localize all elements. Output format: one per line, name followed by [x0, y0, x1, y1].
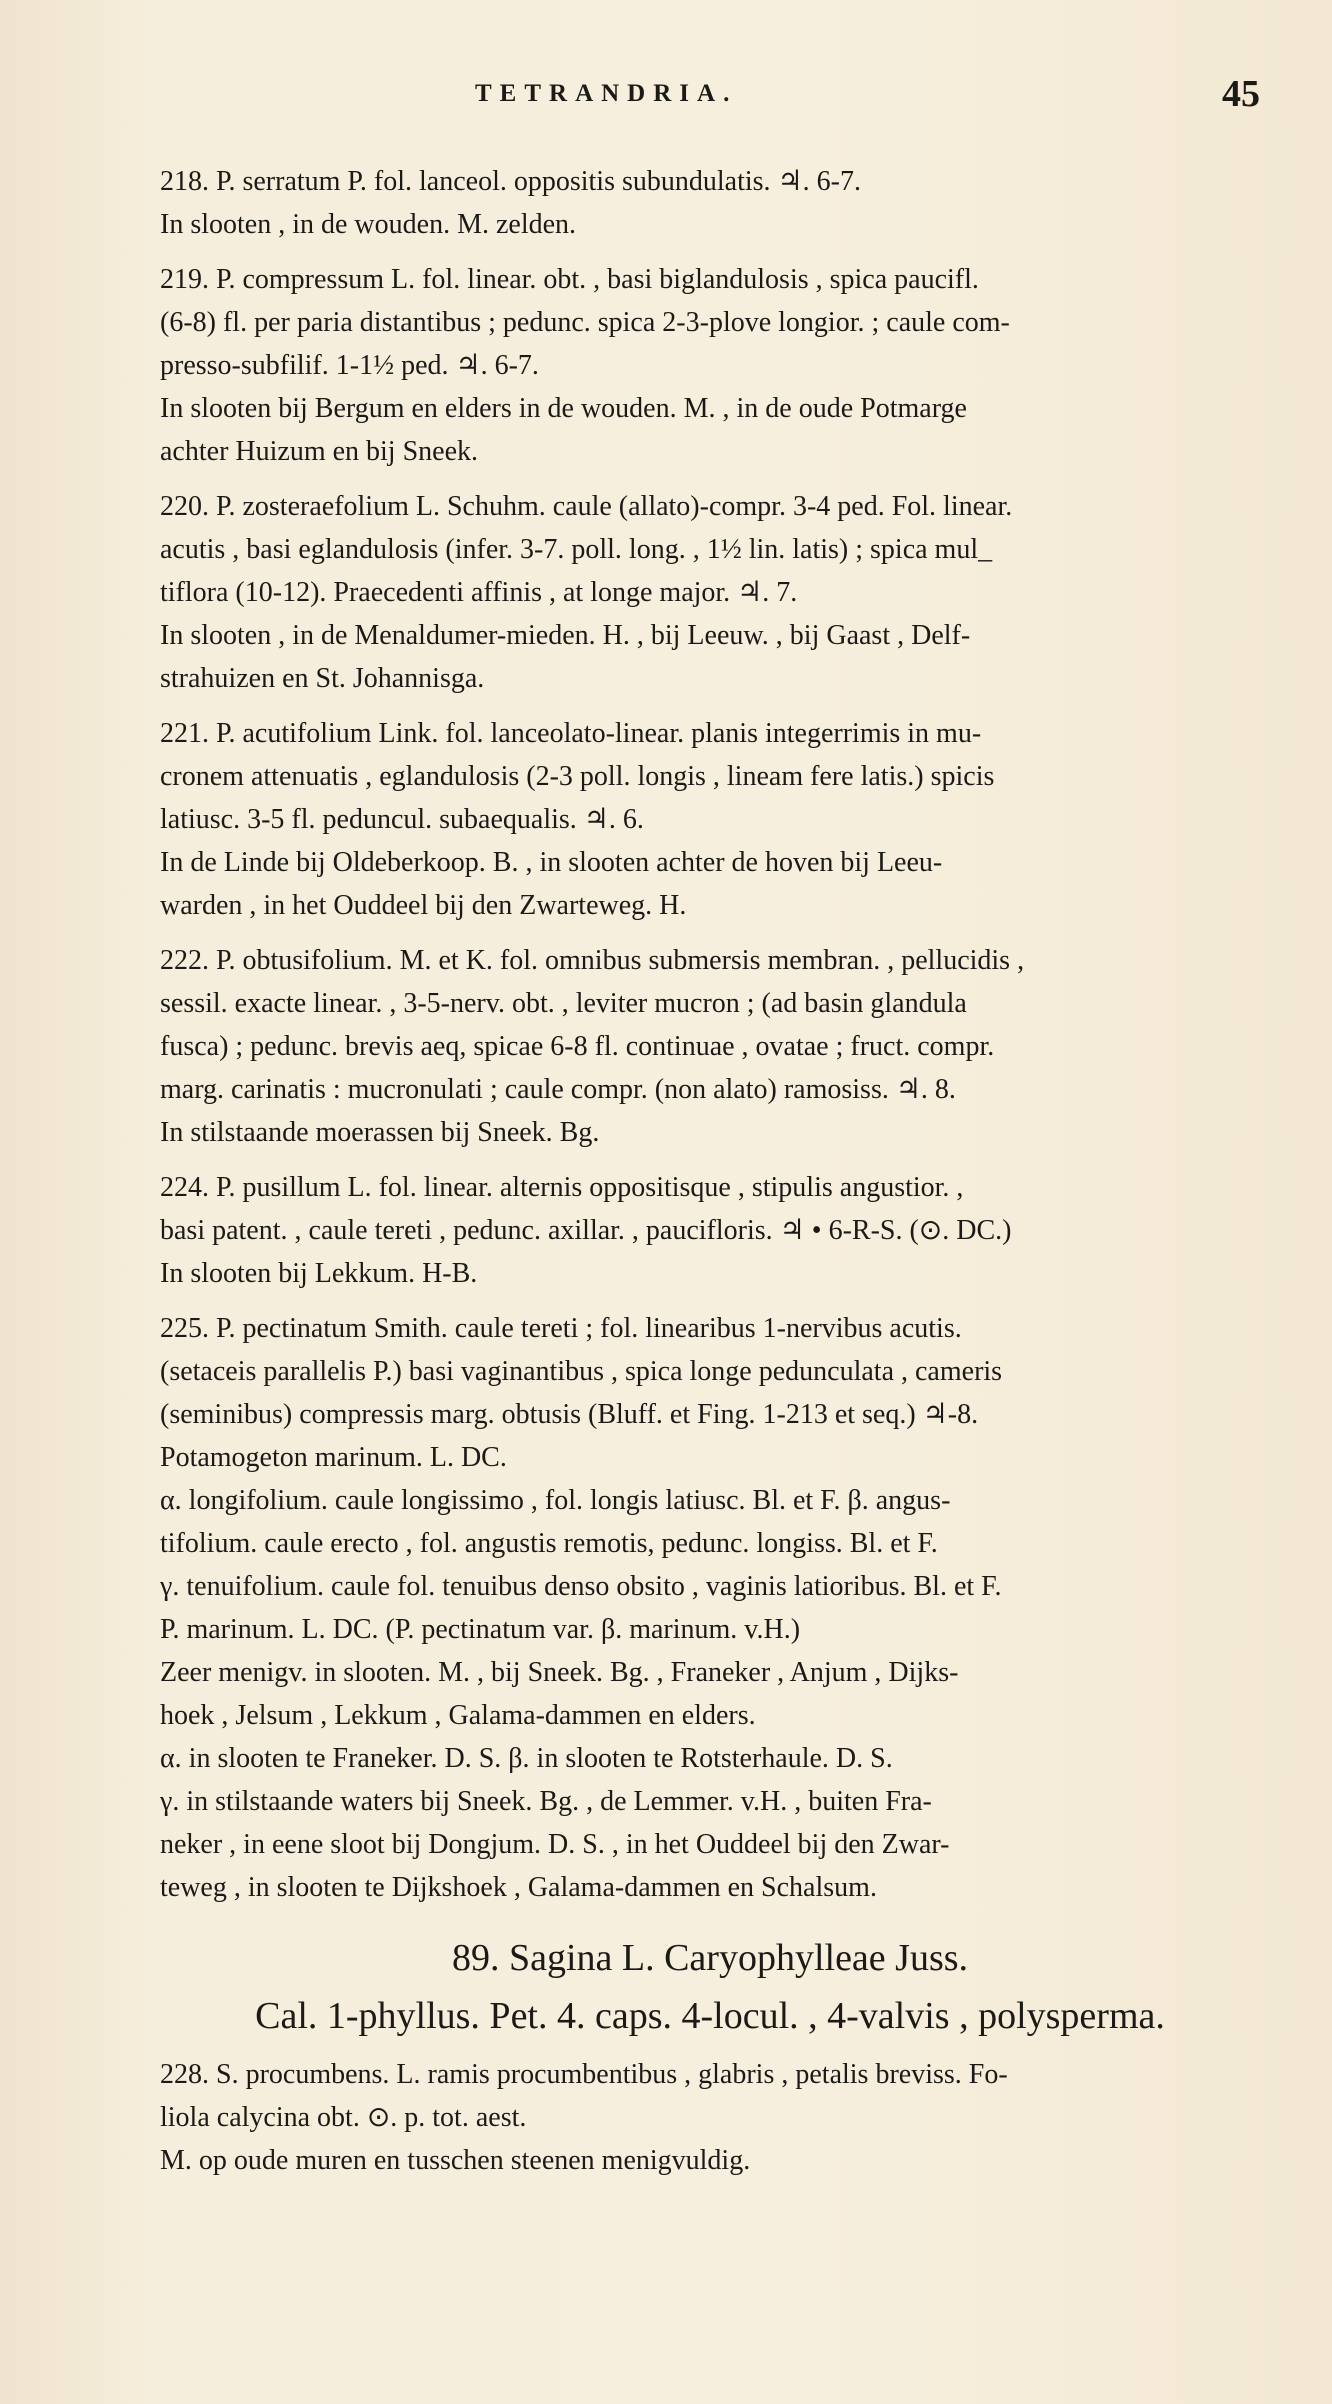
entry-line: (6-8) fl. per paria distantibus ; pedunc. spica 2-3-plove longior. ; caule com- — [160, 307, 1010, 338]
page-header — [160, 72, 1260, 132]
entry-line: cronem attenuatis , eglandulosis (2-3 poll. longis , lineam fere latis.) spicis — [160, 761, 995, 792]
species-entry-220 — [160, 485, 1260, 700]
entry-line: Zeer menigv. in slooten. M. , bij Sneek. Bg. , Franeker , Anjum , Dijks- — [160, 1657, 959, 1688]
entry-line: In de Linde bij Oldeberkoop. B. , in slooten achter de hoven bij Leeu- — [160, 847, 943, 878]
entry-line: 224. P. pusillum L. fol. linear. alternis oppositisque , stipulis angustior. , — [160, 1172, 964, 1203]
species-entry-221 — [160, 712, 1260, 927]
entry-line: 221. P. acutifolium Link. fol. lanceolato-linear. planis integerrimis in mu- — [160, 718, 982, 749]
entry-line: tiflora (10-12). Praecedenti affinis , at longe major. ♃. 7. — [160, 577, 798, 608]
entry-line: neker , in eene sloot bij Dongjum. D. S. , in het Ouddeel bij den Zwar- — [160, 1829, 950, 1860]
entry-line: fusca) ; pedunc. brevis aeq, spicae 6-8 fl. continuae , ovatae ; fruct. compr. — [160, 1031, 995, 1062]
entry-line: 219. P. compressum L. fol. linear. obt. , basi biglandulosis , spica paucifl. — [160, 264, 979, 295]
entry-line: 228. S. procumbens. L. ramis procumbentibus , glabris , petalis breviss. Fo- — [160, 2059, 1008, 2090]
species-entry-225 — [160, 1307, 1260, 1909]
species-entry-228 — [160, 2053, 1260, 2182]
entry-line: 218. P. serratum P. fol. lanceol. oppositis subundulatis. ♃. 6-7. — [160, 166, 861, 197]
entry-line: 220. P. zosteraefolium L. Schuhm. caule (allato)-compr. 3-4 ped. Fol. linear. — [160, 491, 1013, 522]
entry-line: strahuizen en St. Johannisga. — [160, 663, 485, 694]
species-entry-222 — [160, 939, 1260, 1154]
entry-line: warden , in het Ouddeel bij den Zwarteweg. H. — [160, 890, 687, 921]
entry-line: liola calycina obt. ⊙. p. tot. aest. — [160, 2102, 527, 2133]
entry-line: tifolium. caule erecto , fol. angustis remotis, pedunc. longiss. Bl. et F. — [160, 1528, 938, 1559]
entry-line: In slooten , in de Menaldumer-mieden. H. , bij Leeuw. , bij Gaast , Delf- — [160, 620, 971, 651]
entry-line: teweg , in slooten te Dijkshoek , Galama-dammen en Schalsum. — [160, 1872, 877, 1903]
entry-line: marg. carinatis : mucronulati ; caule compr. (non alato) ramosiss. ♃. 8. — [160, 1074, 956, 1105]
entry-line: achter Huizum en bij Sneek. — [160, 436, 479, 467]
entry-line: sessil. exacte linear. , 3-5-nerv. obt. , leviter mucron ; (ad basin glandula — [160, 988, 967, 1019]
entry-line: In slooten , in de wouden. M. zelden. — [160, 209, 577, 240]
entry-line: presso-subfilif. 1-1½ ped. ♃. 6-7. — [160, 350, 539, 381]
entry-line: P. marinum. L. DC. (P. pectinatum var. β. marinum. v.H.) — [160, 1614, 801, 1645]
running-title: TETRANDRIA. — [475, 80, 738, 107]
entry-line: γ. in stilstaande waters bij Sneek. Bg. , de Lemmer. v.H. , buiten Fra- — [160, 1786, 932, 1817]
entry-line: acutis , basi eglandulosis (infer. 3-7. poll. long. , 1½ lin. latis) ; spica mul_ — [160, 534, 993, 565]
entry-line: α. longifolium. caule longissimo , fol. longis latiusc. Bl. et F. β. angus- — [160, 1485, 951, 1516]
entry-line: 222. P. obtusifolium. M. et K. fol. omnibus submersis membran. , pellucidis , — [160, 945, 1025, 976]
entry-line: hoek , Jelsum , Lekkum , Galama-dammen en elders. — [160, 1700, 756, 1731]
entry-line: In stilstaande moerassen bij Sneek. Bg. — [160, 1117, 600, 1148]
entry-line: basi patent. , caule tereti , pedunc. axillar. , paucifloris. ♃ • 6-R-S. (⊙. DC.) — [160, 1215, 1012, 1246]
entry-line: In slooten bij Lekkum. H-B. — [160, 1258, 478, 1289]
entry-line: M. op oude muren en tusschen steenen menigvuldig. — [160, 2145, 751, 2176]
page-body — [160, 160, 1260, 2194]
entry-line: (setaceis parallelis P.) basi vaginantibus , spica longe pedunculata , cameris — [160, 1356, 1003, 1387]
species-entry-218 — [160, 160, 1260, 246]
entry-line: latiusc. 3-5 fl. peduncul. subaequalis. ♃. 6. — [160, 804, 644, 835]
entry-line: 225. P. pectinatum Smith. caule tereti ; fol. linearibus 1-nervibus acutis. — [160, 1313, 962, 1344]
entry-line: γ. tenuifolium. caule fol. tenuibus denso obsito , vaginis latioribus. Bl. et F. — [160, 1571, 1002, 1602]
genus-heading: 89. Sagina L. Caryophylleae Juss. — [451, 1937, 969, 1979]
entry-line: α. in slooten te Franeker. D. S. β. in slooten te Rotsterhaule. D. S. — [160, 1743, 893, 1774]
entry-line: (seminibus) compressis marg. obtusis (Bluff. et Fing. 1-213 et seq.) ♃-8. — [160, 1399, 979, 1430]
species-entry-224 — [160, 1166, 1260, 1295]
entry-line: In slooten bij Bergum en elders in de wouden. M. , in de oude Potmarge — [160, 393, 967, 424]
species-entry-219 — [160, 258, 1260, 473]
entry-line: Potamogeton marinum. L. DC. — [160, 1442, 507, 1473]
genus-characters: Cal. 1-phyllus. Pet. 4. caps. 4-locul. , 4-valvis , polysperma. — [255, 1995, 1165, 2037]
page-number: 45 — [1222, 73, 1260, 115]
